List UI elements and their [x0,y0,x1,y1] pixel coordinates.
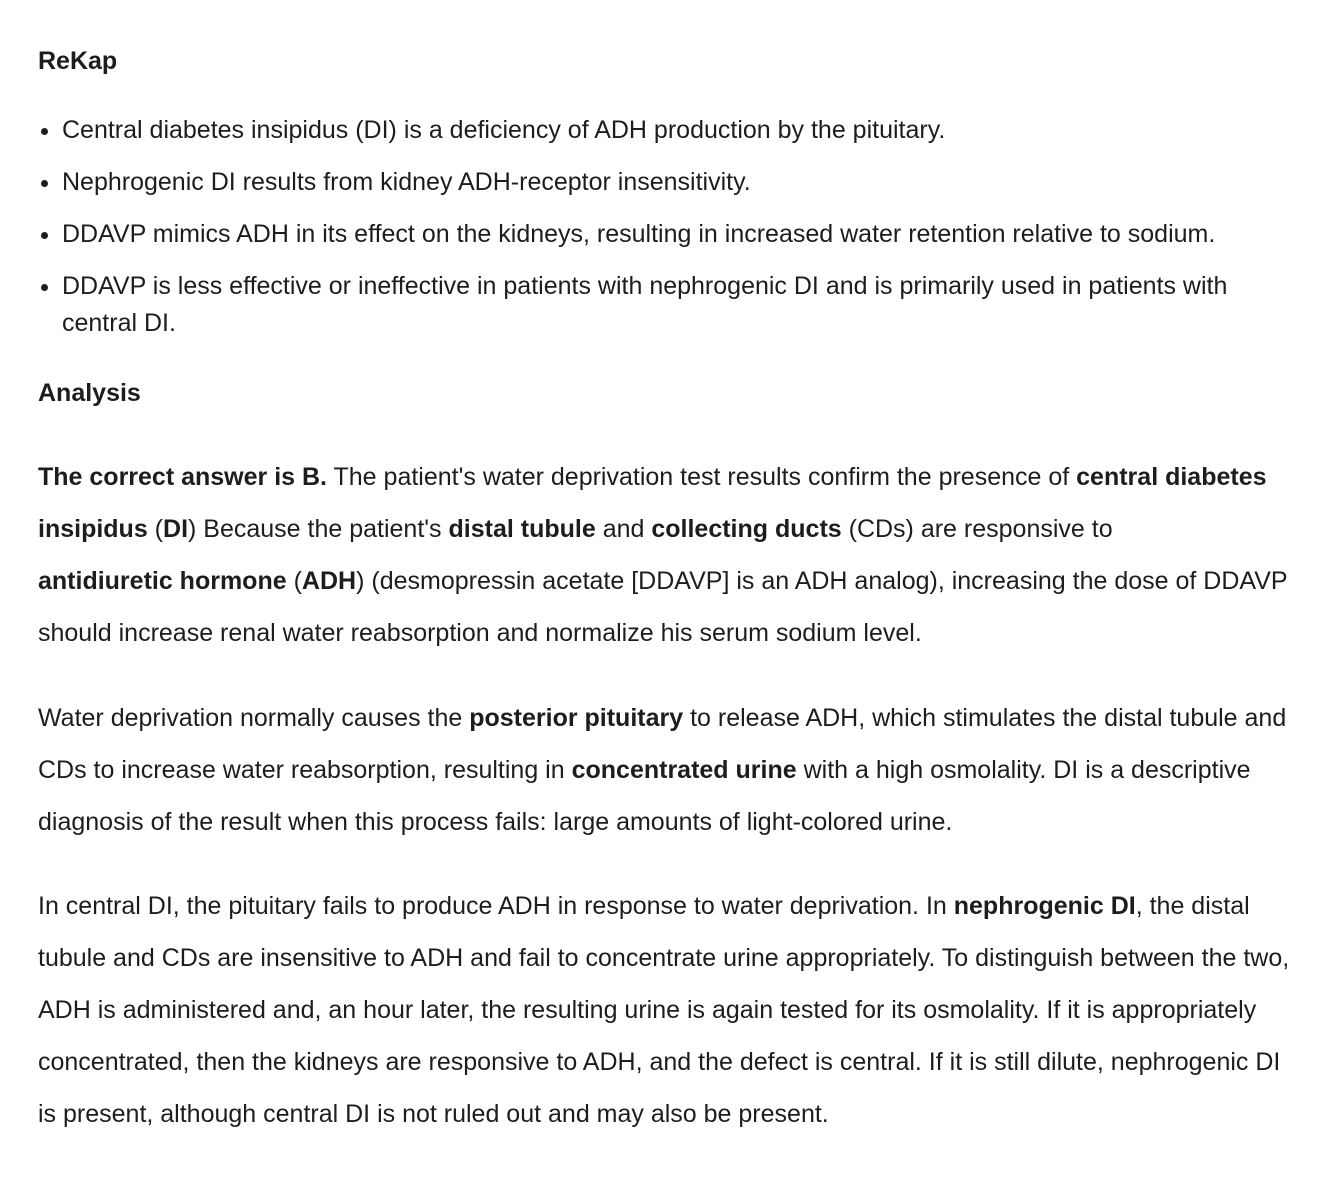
rekap-heading: ReKap [38,47,118,75]
rekap-bullet-item: Nephrogenic DI results from kidney ADH-receptor insensitivity. [62,164,1302,201]
rekap-bullet-item: DDAVP is less effective or ineffective in patients with nephrogenic DI and is primarily used in patients with central DI. [62,268,1302,342]
key-term: central diabetes insipidus [38,463,1267,543]
text-run: ( [286,567,302,595]
text-run: The patient's water deprivation test results confirm the presence of [327,463,1077,491]
key-term: concentrated urine [571,756,797,784]
text-run: ) Because the patient's [188,515,449,543]
text-run: and [595,515,652,543]
analysis-paragraph-physiology [38,692,1298,848]
text-run: , the distal tubule and CDs are insensitive to ADH and fail to concentrate urine appropriately. To distinguish between the two, ADH is administered and, an hour later, the resulting urine is again tested for its osmolality. If it is appropriately concentrated, then the kidneys are responsive to ADH, and the defect is central. If it is still dilute, nephrogenic DI is present, although central DI is not ruled out and may also be present. [38,892,1290,1128]
key-term: collecting ducts [651,515,842,543]
key-term: posterior pituitary [469,704,684,732]
rekap-bullet-item: DDAVP mimics ADH in its effect on the kidneys, resulting in increased water retention relative to sodium. [62,216,1302,253]
analysis-paragraph-answer [38,451,1298,659]
analysis-heading: Analysis [38,379,141,407]
text-run: ) (desmopressin acetate [DDAVP] is an ADH analog), increasing the dose of DDAVP should increase renal water reabsorption and normalize his serum sodium level. [38,567,1288,647]
analysis-paragraph-differentiation [38,880,1298,1140]
correct-answer-statement: The correct answer is B. [38,463,328,491]
key-term: distal tubule [448,515,596,543]
key-term: nephrogenic DI [953,892,1136,920]
key-term: ADH [301,567,357,595]
key-term: DI [163,515,189,543]
text-run: to release ADH, which stimulates the distal tubule and CDs to increase water reabsorption, resulting in [38,704,1287,784]
text-run: Water deprivation normally causes the [38,704,470,732]
rekap-bullet-item: Central diabetes insipidus (DI) is a deficiency of ADH production by the pituitary. [62,112,1302,149]
text-run: (CDs) are responsive to [841,515,1113,543]
text-run: with a high osmolality. DI is a descriptive diagnosis of the result when this process fails: large amounts of light-colored urine. [38,756,1251,836]
text-run: ( [147,515,164,543]
text-run: In central DI, the pituitary fails to produce ADH in response to water deprivation. In [38,892,954,920]
rekap-bullet-list [62,112,1302,357]
key-term: antidiuretic hormone [38,567,287,595]
